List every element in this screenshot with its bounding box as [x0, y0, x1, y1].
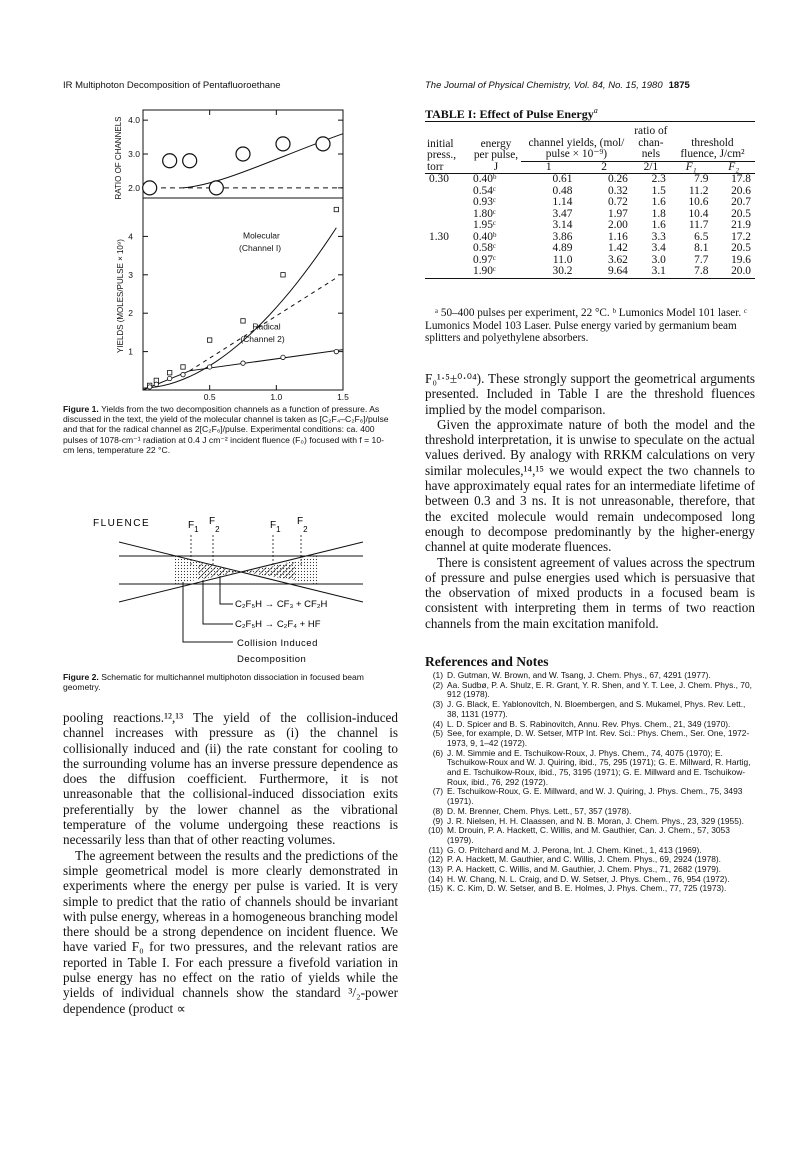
table-cell: 3.14 — [552, 219, 573, 231]
table-cell: 4.89 — [552, 242, 573, 254]
paragraph: Given the approximate nature of both the model and the threshold interpretation, it is unwise to speculate on the actual values derived. By analogy with RRKM calculations on very similar molecules,¹⁴,¹⁵ we would expect the two channels to have approximately equal rates for an intermediate lifetime of between 0.3 and 3 ns. It is not unreasonable, therefore, that the excited molecule would remain undecomposed long enough to decompose predominantly by the higher-energy channel at quite moderate fluences. — [425, 416, 755, 555]
ratio-point — [143, 181, 157, 195]
reference-text: K. C. Kim, D. W. Setser, and B. E. Holmes, J. Phys. Chem., 77, 725 (1973). — [447, 883, 727, 894]
reference-number: (10) — [428, 825, 443, 836]
figure-2-schematic — [63, 510, 403, 670]
ratio-tick-label: 4.0 — [128, 115, 140, 126]
figure-2-caption — [63, 672, 395, 692]
table-cell: 2.3 — [651, 173, 666, 185]
table-cell: 1.16 — [607, 230, 628, 243]
molecular-point — [167, 371, 171, 375]
reference-text: Aa. Sudbø, P. A. Shulz, E. R. Grant, Y. R. Shen, and Y. T. Lee, J. Chem. Phys., 70, 912 (1978). — [447, 679, 752, 700]
table-cell: 20.7 — [731, 196, 751, 208]
reference-item — [426, 826, 758, 845]
col-ratio-sub: 2/1 — [632, 161, 670, 174]
table-cell — [425, 197, 471, 209]
table-cell — [425, 266, 471, 278]
table-cell: 1.90ᶜ — [473, 265, 496, 277]
ratio-point — [163, 154, 177, 168]
fluence-markers — [191, 535, 301, 565]
reference-number: (7) — [432, 786, 443, 797]
page-number: 1875 — [668, 80, 690, 91]
right-column-text — [425, 371, 755, 631]
reference-item — [426, 700, 758, 719]
collision-induced-label: Collision Induced — [237, 638, 318, 649]
reference-number: (1) — [432, 670, 443, 680]
reference-text: D. M. Brenner, Chem. Phys. Lett., 57, 357 (1978). — [447, 805, 632, 816]
radical-line — [143, 350, 343, 390]
channel-1-label: (Channel I) — [239, 242, 282, 253]
reference-text: See, for example, D. W. Setser, MTP Int. Rev. Sci.: Phys. Chem., Ser. One, 1972-1973, 9, 1–42 (1972). — [447, 728, 750, 748]
ratio-point — [316, 137, 330, 151]
reference-item — [426, 749, 758, 788]
col-f2: F₂ — [712, 161, 755, 174]
reference-number: (15) — [428, 883, 443, 894]
reference-number: (4) — [432, 718, 443, 729]
reference-text: J. M. Simmie and E. Tschuikow-Roux, J. Phys. Chem., 74, 4075 (1970); E. Tschuikow-Roux and W. J. Quiring, ibid., 75, 295 (1971); G. E. Millward, R. Hartig, and E. Tschuikow-Roux, ibid., 75, 3195 (1971); G. E. Millward and E. Tschuikow-Roux, ibid., 76, 292 (1972). — [447, 747, 751, 787]
table-cell: 1.6 — [651, 219, 666, 231]
table-row — [425, 197, 755, 209]
radical-label: Radical — [252, 321, 281, 332]
molecular-point — [241, 319, 245, 323]
table-cell: 6.5 — [694, 230, 709, 243]
table-cell: 1.8 — [651, 207, 666, 220]
table-cell: 3.1 — [651, 265, 666, 277]
reference-text: D. Gutman, W. Brown, and W. Tsang, J. Chem. Phys., 67, 4291 (1977). — [447, 670, 711, 680]
table-row — [425, 266, 755, 278]
radical-point — [167, 376, 171, 380]
table-cell: 3.0 — [651, 253, 666, 266]
col-ratio: ratio of chan- nels — [634, 125, 668, 160]
table-cell: 8.1 — [694, 242, 709, 254]
paragraph: There is consistent agreement of values across the spectrum of pressure and pulse energies used which is persuasive that the observation of mixed products in a focused beam is consistent with interpreting them in terms of two reaction channels from the main excitation manifold. — [425, 554, 755, 631]
reference-text: L. D. Spicer and B. S. Rabinovitch, Annu. Rev. Phys. Chem., 21, 349 (1970). — [447, 718, 731, 729]
ratio-point — [236, 147, 250, 161]
radical-point — [281, 355, 285, 359]
table-cell: 3.62 — [607, 253, 628, 266]
reference-item — [426, 681, 758, 700]
ratio-point — [276, 137, 290, 151]
references-heading: References and Notes — [425, 654, 549, 669]
ratio-tick-label: 2.0 — [128, 182, 140, 193]
channel-1-path: C₂F₅H → CF₃ + CF₂H — [235, 599, 328, 610]
table-cell: 17.2 — [731, 230, 751, 243]
channel-2-label: (Channel 2) — [240, 334, 285, 344]
radical-point — [334, 349, 338, 353]
table-1 — [425, 121, 755, 279]
col-energy: energy per pulse, J — [473, 137, 519, 173]
table-cell: 3.86 — [552, 230, 573, 243]
table-cell: 30.2 — [552, 265, 573, 277]
table-cell: 10.4 — [688, 207, 709, 220]
figure-1-caption-text: Yields from the two decomposition channels as a function of pressure. As discussed in the text, the yield of the molecular channel is taken as [C₂F₄–C₂F₆]/pulse and that for the radical channel as 2[C₂F₆]/pulse. Experimental conditions: ca. 400 pulses of 1078-cm⁻¹ radiation at 0.4 J cm⁻² incident fluence (F₀) focused with f = 10-cm lens, temperature 22 °C. — [63, 404, 389, 455]
fluence-label: FLUENCE — [93, 518, 151, 529]
table-cell: 7.9 — [694, 173, 709, 185]
table-cell: 20.0 — [731, 265, 751, 277]
reference-text: J. R. Nielsen, H. H. Claassen, and N. B. Moran, J. Chem. Phys., 23, 329 (1955). — [447, 815, 744, 826]
channel-leaders — [183, 576, 233, 642]
radical-point — [181, 372, 185, 376]
f2-right-label — [297, 516, 308, 534]
reference-text: M. Drouin, P. A. Hackett, C. Willis, and M. Gauthier, Can. J. Chem., 57, 3053 (1979). — [447, 825, 730, 845]
col-channel-2: 2 — [576, 161, 631, 174]
table-title-text: TABLE I: Effect of Pulse Energy — [425, 107, 594, 121]
figure-2-caption-label: Figure 2. — [63, 672, 99, 682]
table-cell: 3.3 — [651, 230, 666, 243]
f1-right-letter: F — [270, 520, 277, 531]
table-cell: 20.5 — [731, 242, 751, 254]
reference-text: G. O. Pritchard and M. J. Perona, Int. J. Chem. Kinet., 1, 413 (1969). — [447, 844, 702, 855]
table-cell: 0.93ᶜ — [473, 196, 496, 208]
running-head: IR Multiphoton Decomposition of Pentafluoroethane — [63, 80, 281, 91]
left-column-text — [63, 710, 398, 1016]
f2-left-label — [209, 516, 220, 534]
reference-text: P. A. Hackett, M. Gauthier, and C. Willis, J. Chem. Phys., 69, 2924 (1978). — [447, 854, 722, 865]
figure-1-caption — [63, 404, 395, 455]
figure-1-caption-label: Figure 1. — [63, 404, 99, 414]
table-cell: 20.6 — [731, 184, 751, 197]
f1-left-label — [188, 520, 199, 534]
f1-left-subscript: 1 — [194, 525, 199, 534]
reference-number: (2) — [432, 679, 443, 690]
figure-2-caption-text: Schematic for multichannel multiphoton dissociation in focused beam geometry. — [63, 672, 364, 693]
table-cell: 0.54ᶜ — [473, 184, 496, 197]
table-cell: 0.48 — [552, 184, 573, 197]
table-cell: 1.95ᶜ — [473, 219, 496, 231]
molecular-point — [181, 365, 185, 369]
col-threshold: threshold fluence, J/cm² — [680, 136, 745, 160]
table-cell: 21.9 — [731, 219, 751, 231]
journal-citation: The Journal of Physical Chemistry, Vol. 84, No. 15, 1980 — [425, 80, 663, 91]
table-footnote — [425, 307, 755, 345]
ratio-tick-label: 3.0 — [128, 149, 140, 159]
col-channel-yields: channel yields, (mol/ pulse × 10⁻⁹) — [528, 136, 625, 160]
reference-text: J. G. Black, E. Yablonovitch, N. Bloembergen, and S. Mukamel, Phys. Rev. Lett., 38, 1131 (1977). — [447, 699, 746, 719]
table-cell: 11.0 — [552, 253, 573, 266]
yield-tick-label: 1 — [128, 346, 133, 357]
table-cell: 0.26 — [607, 173, 628, 185]
reference-text: H. W. Chang, N. L. Craig, and D. W. Setser, J. Phys. Chem., 76, 954 (1972). — [447, 873, 730, 884]
table-cell — [425, 186, 471, 198]
table-footnote-text: ᵃ 50–400 pulses per experiment, 22 °C. ᵇ Lumonics Model 101 laser. ᶜ Lumonics Model 103 Laser. Pulse energy varied by germanium beam splitters and polyethylene absorbers. — [425, 307, 747, 345]
table-cell: 1.6 — [651, 196, 666, 208]
radical-point — [241, 361, 245, 365]
table-cell: 0.58ᶜ — [473, 242, 496, 254]
f2-right-subscript: 2 — [303, 525, 308, 534]
reference-number: (14) — [428, 873, 443, 884]
molecular-point — [281, 273, 285, 277]
table-cell: 17.8 — [731, 173, 751, 185]
col-initial-press: initial press., torr — [427, 137, 457, 173]
reference-text: E. Tschuikow-Roux, G. E. Millward, and W. J. Quiring, J. Phys. Chem., 75, 3493 (1971). — [447, 786, 743, 807]
journal-info — [425, 80, 690, 91]
table-cell: 20.5 — [731, 207, 751, 220]
yield-tick-label: 3 — [128, 269, 133, 280]
table-cell: 11.2 — [688, 184, 709, 197]
table-cell: 0.40ᵇ — [473, 230, 497, 243]
f2-left-letter: F — [209, 516, 216, 527]
f1-left-letter: F — [188, 520, 195, 531]
reference-item — [426, 729, 758, 748]
table-cell: 1.80ᶜ — [473, 207, 496, 220]
table-cell: 1.14 — [552, 196, 573, 208]
molecular-point — [334, 207, 338, 211]
table-cell — [425, 243, 471, 255]
table-cell: 0.72 — [607, 196, 628, 208]
table-cell: 11.7 — [688, 219, 709, 231]
reference-number: (8) — [432, 805, 443, 816]
table-cell: 3.4 — [651, 242, 666, 254]
table-row — [425, 220, 755, 232]
table-cell: 19.6 — [731, 253, 751, 266]
radical-point — [147, 385, 151, 389]
f2-left-subscript: 2 — [215, 525, 220, 534]
table-row — [425, 174, 755, 186]
reference-number: (11) — [428, 844, 443, 855]
radical-point — [154, 382, 158, 386]
table-cell: 7.8 — [694, 265, 709, 277]
reference-number: (5) — [432, 728, 443, 739]
table-cell: 0.32 — [607, 184, 628, 197]
col-channel-1: 1 — [521, 161, 576, 174]
table-cell: 1.30 — [429, 230, 449, 243]
ratio-point — [183, 154, 197, 168]
table-cell: 7.7 — [694, 253, 709, 266]
figure-1-chart — [63, 100, 403, 400]
reference-number: (3) — [432, 699, 443, 710]
channel-2-path: C₂F₅H → C₂F₄ + HF — [235, 619, 321, 630]
table-cell: 1.97 — [607, 207, 628, 220]
reference-text: P. A. Hackett, C. Willis, and M. Gauthier, J. Chem. Phys., 71, 2682 (1979). — [447, 864, 722, 875]
f2-right-letter: F — [297, 516, 304, 527]
reference-number: (13) — [428, 864, 443, 875]
yield-tick-label: 2 — [128, 308, 133, 319]
reference-number: (6) — [432, 747, 443, 758]
table-cell: 0.30 — [429, 173, 449, 185]
table-cell: 0.97ᶜ — [473, 253, 496, 266]
paragraph: F₀¹·⁵±⁰·⁰⁴). These strongly support the geometrical arguments presented. Included in Table I are the threshold fluences implied by the model comparison. — [425, 371, 755, 417]
molecular-label: Molecular — [243, 230, 280, 241]
table-cell: 1.5 — [651, 184, 666, 197]
table-row — [425, 243, 755, 255]
ratio-axis-label: RATIO OF CHANNELS — [114, 116, 123, 200]
ratio-point — [209, 181, 223, 195]
x-tick-label: 0.5 — [203, 392, 216, 400]
f1-right-subscript: 1 — [276, 525, 281, 534]
yield-axis-label: YIELDS (MOLES/PULSE × 10⁹) — [116, 239, 125, 353]
paragraph: pooling reactions.¹²,¹³ The yield of the collision-induced channel increases with pressure as (i) the channel is collisionally induced and (ii) the rate constant for cooling to the surrounding volume has an inverse pressure dependence as does the diffusion coefficient. Furthermore, it is not unreasonable that the collisional-induced dissociation exits preferentially by the lower channel as the vibrational temperature of the volume undergoing these reactions is necessarily less than that of other reacting volumes. — [63, 710, 398, 848]
table-cell: 2.00 — [607, 219, 628, 231]
reference-item — [426, 787, 758, 806]
paragraph: The agreement between the results and the predictions of the simple geometrical model is more clearly demonstrated in experiments where the energy per pulse is varied. It is very simple to predict that the ratio of channels should be invariant with pulse energy, whereas in a homogeneous branching model there should be a strong dependence on incident fluence. We have varied F₀ for two pressures, and the relevant ratios are reported in Table I. For each pressure a fivefold variation in pulse energy has no effect on the ratio of yields while the yields of individual channels show the standard ³/₂-power dependence (product ∝ — [63, 847, 398, 1016]
col-f1: F₁ — [670, 161, 713, 174]
table-cell: 9.64 — [607, 265, 628, 277]
x-tick-label: 1.0 — [270, 392, 283, 400]
table-cell: 3.47 — [552, 207, 573, 220]
table-title-sup: a — [593, 106, 598, 115]
table-title — [425, 106, 598, 122]
table-cell: 0.40ᵇ — [473, 173, 497, 185]
radical-point — [207, 365, 211, 369]
reference-number: (12) — [428, 854, 443, 865]
table-cell: 0.61 — [552, 173, 573, 185]
table-cell — [425, 209, 471, 221]
f1-right-label — [270, 520, 281, 534]
reference-number: (9) — [432, 815, 443, 826]
table-cell: 10.6 — [688, 196, 709, 208]
beam-profile — [119, 542, 363, 602]
table-cell: 1.42 — [607, 242, 628, 254]
decomposition-label: Decomposition — [237, 654, 307, 665]
references-list — [426, 671, 758, 894]
x-tick-label: 1.5 — [337, 392, 349, 400]
table-cell — [425, 220, 471, 232]
reference-item — [426, 884, 758, 894]
molecular-point — [207, 338, 211, 342]
table-cell — [425, 255, 471, 267]
yield-tick-label: 4 — [128, 231, 133, 242]
